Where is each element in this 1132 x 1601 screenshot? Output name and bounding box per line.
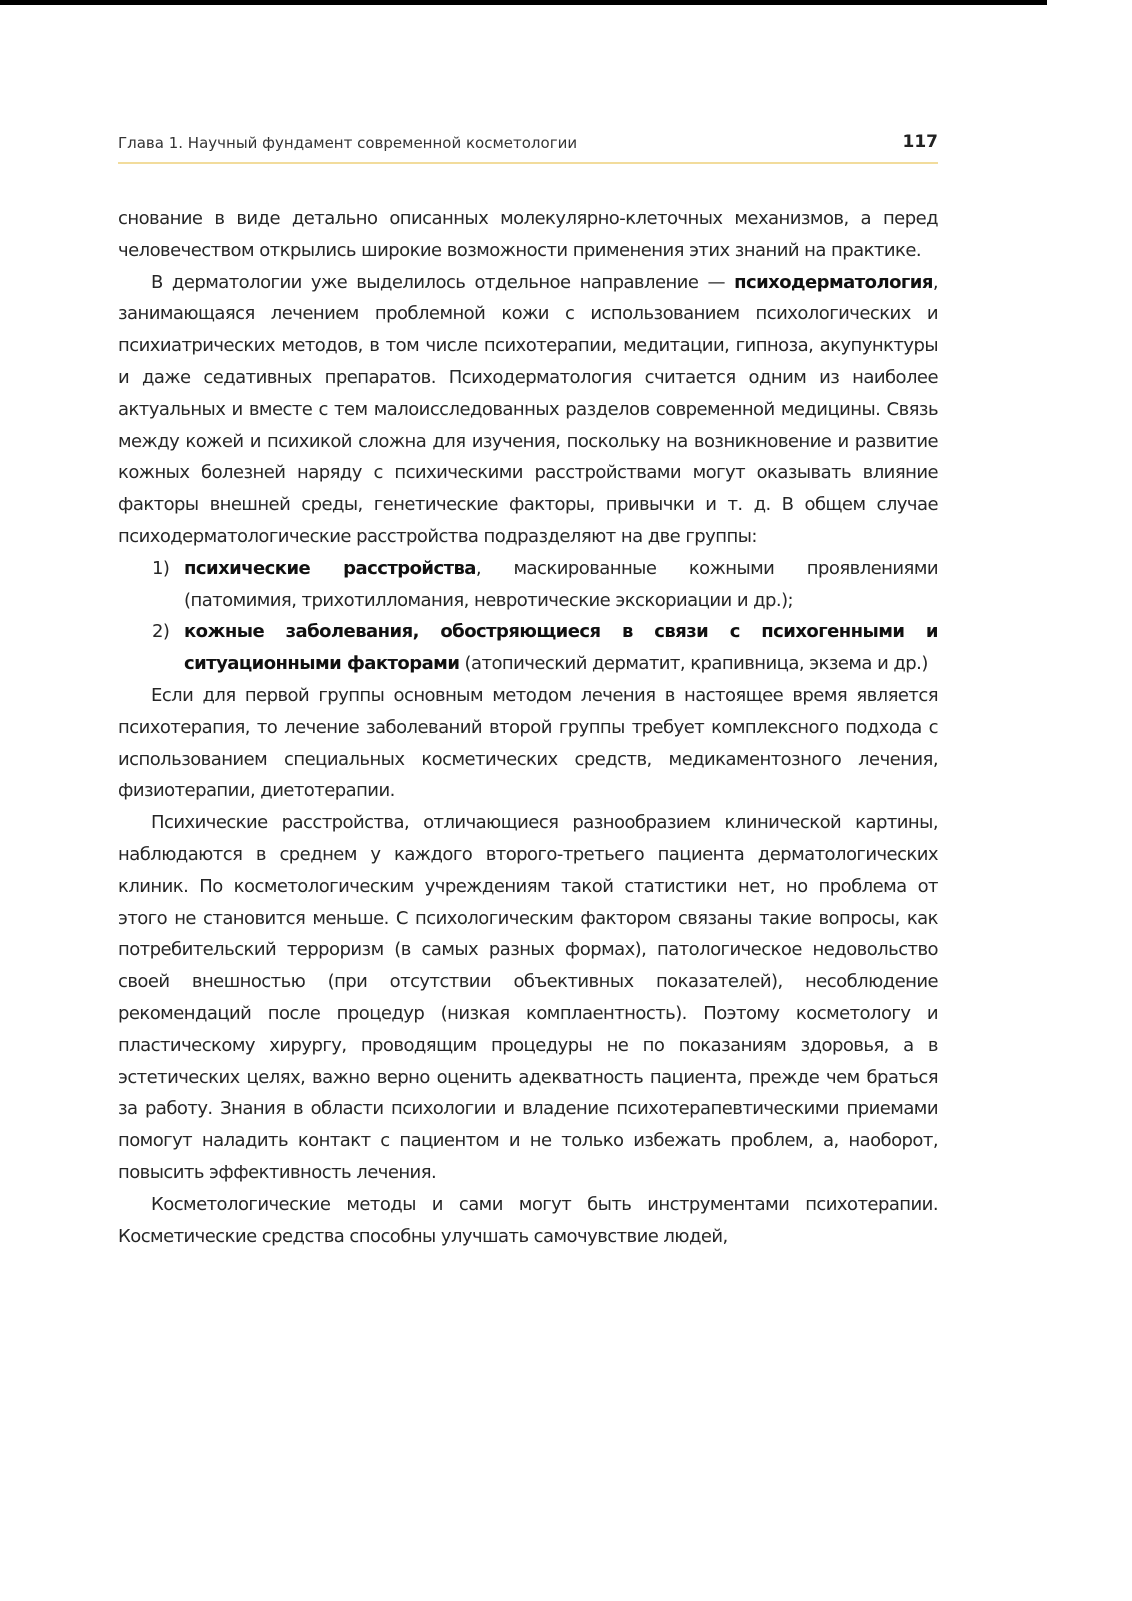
list-term: кожные заболевания, обостряющиеся в связи с психогенными и ситуационными факторами [184,621,938,675]
paragraph-1: снование в виде детально описанных молекулярно-клеточных механизмов, а перед человечеством открылись широкие возможности применения этих знаний на практике. [118,208,938,261]
body-text [118,203,938,1252]
paragraph-2-intro: В дерматологии уже выделилось отдельное направление — [151,271,735,293]
list-item [118,553,938,617]
list-term: психические расстройства [184,557,476,579]
chapter-title: Глава 1. Научный фундамент современной косметологии [118,134,578,152]
paragraph-3: Если для первой группы основным методом лечения в настоящее время является психотерапия, то лечение заболеваний второй группы требует комплексного подхода с использованием специальных косметических средств, медикаментозного лечения, физиотерапии, диетотерапии. [118,684,938,802]
paragraph-4: Психические расстройства, отличающиеся разнообразием клинической картины, наблюдаются в среднем у каждого второго-третьего пациента дерматологических клиник. По косметологическим учреждениям такой статистики нет, но проблема от этого не становится меньше. С психологическим фактором связаны такие вопросы, как потребительский терроризм (в самых разных формах), патологическое недовольство своей внешностью (при отсутствии объективных показателей), несоблюдение рекомендаций после процедур (низкая комплаентность). Поэтому косметологу и пластическому хирургу, проводящим процедуры не по показаниям здоровья, а в эстетических целях, важно верно оценить адекватность пациента, прежде чем браться за работу. Знания в области психологии и владение психотерапевтическими приемами помогут наладить контакт с пациентом и не только избежать проблем, а, наоборот, повысить эффективность лечения. [118,812,938,1183]
term-psychodermatology: психодерматология [734,271,933,293]
paragraph-5: Косметологические методы и сами могут быть инструментами психотерапии. Косметические средства способны улучшать самочувствие людей, [118,1193,938,1247]
list-number: 1) [152,557,170,579]
list-item [118,616,938,680]
group-list [118,553,938,680]
list-text: (атопический дерматит, крапивница, экзема и др.) [459,653,928,675]
running-header [118,130,938,164]
paragraph-2 [118,267,938,553]
top-border [0,0,1047,5]
list-text: , маскированные кожными проявлениями (патомимия, трихотилломания, невротические экскориации и др.); [184,557,938,611]
page-number: 117 [902,132,938,152]
list-number: 2) [152,621,170,643]
paragraph-2-rest: , занимающаяся лечением проблемной кожи с использованием психологических и психиатрических методов, в том числе психотерапии, медитации, гипноза, акупунктуры и даже седативных препаратов. Психодерматология считается одним из наиболее актуальных и вместе с тем малоисследованных разделов современной медицины. Связь между кожей и психикой сложна для изучения, поскольку на возникновение и развитие кожных болезней наряду с психическими расстройствами могут оказывать влияние факторы внешней среды, генетические факторы, привычки и т. д. В общем случае психодерматологические расстройства подразделяют на две группы: [118,271,938,547]
